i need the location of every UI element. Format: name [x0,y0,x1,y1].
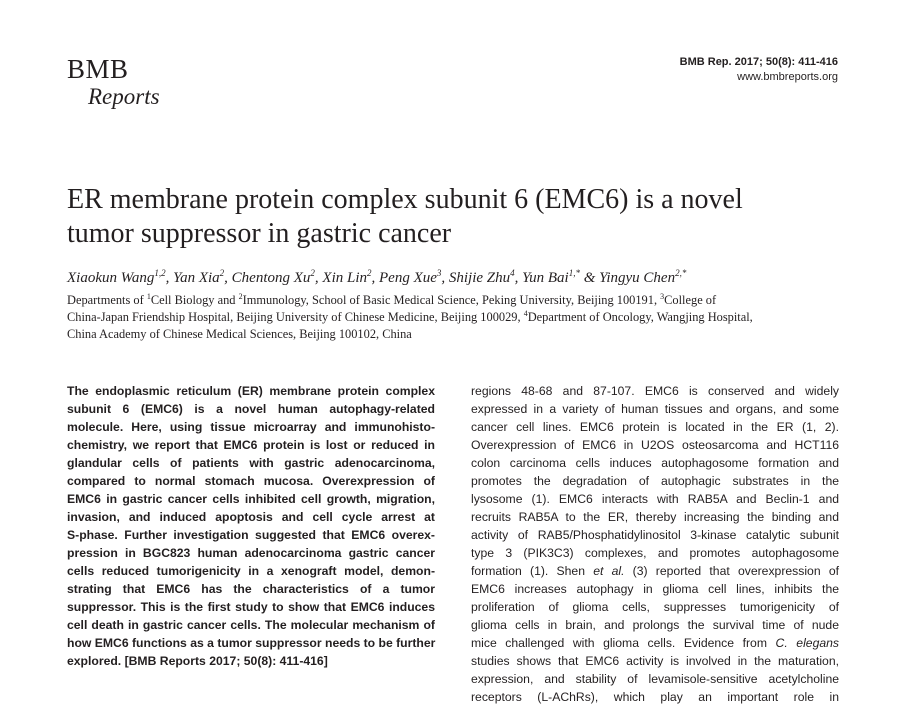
body-line: Overexpression of EMC6 in U2OS osteosarcoma and HCT116 [471,438,839,452]
affiliation-text: Immunology, School of Basic Medical Science, Peking University, Beijing 100191, [242,293,661,307]
author-affiliation-marker: 2,* [675,268,687,278]
body-line: glioma cells in brain, and prolongs the survival time of nude [471,618,839,632]
title-line: ER membrane protein complex subunit 6 (EMC6) is a novel [67,184,743,215]
author-name: Xiaokun Wang [67,270,155,286]
affiliation-text: Departments of [67,293,147,307]
body-line: expression, and stability of levamisole-sensitive acetylcholine [471,672,839,686]
body-line: promotes the degradation of autophagic substrates in the [471,474,839,488]
abstract-line: subunit 6 (EMC6) is a novel human autophagy-related [67,402,435,416]
journal-citation: BMB Rep. 2017; 50(8): 411-416 [679,56,838,68]
body-line: type 3 (PIK3C3) complexes, and promotes autophagosome [471,546,839,560]
affiliation-line [67,309,837,326]
author-separator: , [514,270,523,286]
author-name: Chentong Xu [231,270,311,286]
body-line: activity of RAB5/Phosphatidylinositol 3-kinase catalytic subunit [471,528,839,542]
body-line: proliferation of glioma cells, suppresses tumorigenicity of [471,600,839,614]
abstract-line: EMC6 in gastric cancer cells inhibited cell growth, migration, [67,492,435,506]
author-affiliation-marker: 2 [219,268,225,278]
affiliation-text: Cell Biology and [150,293,239,307]
affiliation-text: College of [664,293,717,307]
abstract-line: invasion, and induced apoptosis and cell cycle arrest at [67,510,435,524]
author-separator: & [579,270,600,286]
abstract-line: compared to normal stomach mucosa. Overexpression of [67,474,435,488]
abstract-line: cells reduced tumorigenicity in a xenograft model, demon- [67,564,435,578]
body-line: mice challenged with glioma cells. Evidence from C. elegans [471,636,839,650]
author-separator: , [314,270,323,286]
body-line: studies shows that EMC6 activity is involved in the maturation, [471,654,839,668]
body-line: receptors (L-AChRs), which play an important role in [471,690,839,704]
affiliation-text: China-Japan Friendship Hospital, Beijing University of Chinese Medicine, Beijing 100029, [67,310,524,324]
author-name: Yan Xia [173,270,220,286]
abstract-line: how EMC6 functions as a tumor suppressor needs to be further [67,636,436,650]
author-name: Yun Bai [522,270,569,286]
author-separator: , [441,270,449,286]
italic-term: C. elegans [775,636,839,650]
author-separator: , [224,270,232,286]
abstract-line: pression in BGC823 human adenocarcinoma gastric cancer [67,546,435,560]
body-line: colon carcinoma cells induces autophagosome formation and [471,456,839,470]
journal-logo [67,56,160,108]
author-name: Xin Lin [322,270,367,286]
body-line: expressed in a variety of human tissues and organs, and some [471,402,839,416]
abstract-line: glandular cells of patients with gastric adenocarcinoma, [67,456,435,470]
author-affiliation-marker: 1,2 [154,268,166,278]
body-line: lysosome (1). EMC6 interacts with RAB5A and Beclin-1 and [471,492,839,506]
author-affiliation-marker: 2 [310,268,315,278]
abstract-line: strating that EMC6 has the characteristics of a tumor [67,582,435,596]
abstract-line: explored. [BMB Reports 2017; 50(8): 411-416] [67,654,328,668]
body-line: EMC6 increases autophagy in glioma cell lines, inhibits the [471,582,839,596]
body-line: formation (1). Shen et al. (3) reported that overexpression of [471,564,839,578]
body-line: regions 48-68 and 87-107. EMC6 is conserved and widely [471,384,839,398]
author-name: Shijie Zhu [448,270,511,286]
affiliation-line [67,292,837,309]
abstract-line: S-phase. Further investigation suggested that EMC6 overex- [67,528,435,542]
italic-term: et al. [593,564,625,578]
abstract [67,382,435,670]
author-name: Peng Xue [379,270,437,286]
author-affiliation-marker: 1,* [568,268,580,278]
affiliation-marker: 3 [660,292,665,301]
author-affiliation-marker: 3 [436,268,442,278]
affiliations [67,292,837,343]
journal-url[interactable]: www.bmbreports.org [737,71,838,83]
author-affiliation-marker: 4 [510,268,515,278]
abstract-line: chemistry, we report that EMC6 protein is lost or reduced in [67,438,435,452]
title-line: tumor suppressor in gastric cancer [67,218,452,249]
author-name: Yingyu Chen [599,270,676,286]
article-title [67,183,847,251]
logo-line-reports: Reports [88,84,160,109]
body-text-column [471,382,839,706]
affiliation-marker: 4 [523,309,528,318]
affiliation-text: Department of Oncology, Wangjing Hospital, [527,310,753,324]
citation-block [680,55,838,85]
logo-line-bmb: BMB [67,54,129,84]
abstract-line: suppressor. This is the first study to show that EMC6 induces [67,600,435,614]
affiliation-marker: 1 [146,292,151,301]
author-separator: , [165,270,174,286]
author-separator: , [371,270,379,286]
body-line: cancer cell lines. EMC6 protein is located in the ER (1, 2). [471,420,839,434]
body-line: recruits RAB5A to the ER, thereby increasing the binding and [471,510,839,524]
affiliation-line: China Academy of Chinese Medical Sciences, Beijing 100102, China [67,327,412,341]
abstract-line: cell death in gastric cancer cells. The molecular mechanism of [67,618,435,632]
abstract-line: The endoplasmic reticulum (ER) membrane protein complex [67,384,435,398]
author-affiliation-marker: 2 [367,268,372,278]
affiliation-marker: 2 [238,292,243,301]
abstract-line: molecule. Here, using tissue microarray and immunohisto- [67,420,435,434]
author-list [67,268,847,288]
